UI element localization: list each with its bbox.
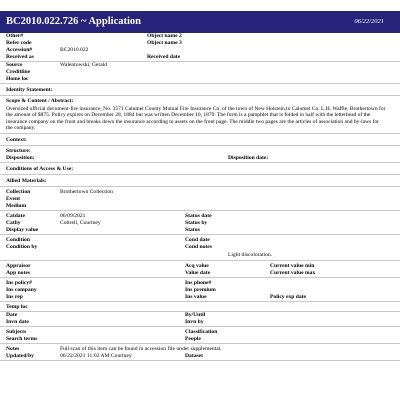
ins-phone-label: Ins phone#	[185, 280, 212, 287]
policy-exp-date-label: Policy exp date	[270, 294, 307, 301]
row-notes	[0, 346, 400, 353]
object-name3-label: Object name 3	[147, 40, 182, 46]
received-as-label: Received as	[6, 54, 34, 60]
catby-label: Catby	[6, 220, 21, 227]
row-subjects	[0, 329, 400, 336]
collection-value: Brothertown Collection	[60, 189, 113, 196]
event-label: Event	[6, 196, 20, 203]
current-value-max-label: Current value max	[270, 270, 316, 277]
catdate-label: Catdate	[6, 213, 25, 220]
row-temp-loc	[0, 304, 400, 312]
subjects-label: Subjects	[6, 329, 27, 336]
record-date: 06/22/2021	[354, 18, 384, 25]
creditline-label: Creditline	[6, 69, 31, 75]
structure-label: Structure:	[6, 148, 31, 155]
catdate-value: 06/09/2021	[60, 213, 86, 220]
source-value: Walentowski, Gerald	[60, 62, 108, 68]
identity-statement: Identity Statement:	[0, 86, 400, 96]
notes-label: Notes	[6, 346, 20, 353]
condition-by-label: Condition by	[6, 244, 38, 251]
row-received	[0, 54, 400, 62]
row-other	[0, 33, 400, 40]
disposition-label: Disposition:	[6, 155, 35, 162]
by-until-label: By/Until	[185, 312, 206, 319]
accession-label: Accession#	[6, 47, 33, 53]
acq-value-label: Acq value	[185, 263, 209, 270]
display-value-label: Display value	[6, 227, 39, 234]
scope-label: Scope & Content / Abstract:	[6, 98, 74, 104]
title-bar	[0, 11, 400, 33]
row-ins-rep	[0, 294, 400, 302]
row-catby	[0, 220, 400, 227]
row-appraisor	[0, 263, 400, 270]
classification-label: Classification	[185, 329, 218, 336]
row-creditline	[0, 69, 400, 76]
accession-value: BC2010.022	[60, 47, 89, 53]
row-date	[0, 312, 400, 319]
medium-label: Medium	[6, 203, 27, 210]
source-label: Source	[6, 62, 23, 68]
ins-rep-label: Ins rep	[6, 294, 23, 301]
row-cond-notes	[0, 251, 400, 261]
status-date-label: Status date	[185, 213, 212, 220]
row-scope-label	[0, 98, 400, 105]
row-condition-by	[0, 244, 400, 251]
row-condition	[0, 237, 400, 244]
cond-date-label: Cond date	[185, 237, 210, 244]
allied-materials-label: Allied Materials:	[0, 177, 400, 187]
row-home-loc	[0, 76, 400, 84]
collection-label: Collection	[6, 189, 31, 196]
scope-text: Oversized official document-fire insurance, No. 3571 Calumet County Mutual Fire Insurance Co. of the town of New Holstein,to Calumet Co. L.H. Waffle, Brothertown for the amount of $875. Policy expires on December 28, 1884 but was written December 10, 1879. The form is a pamphlet that is folded in half with the letterhead of the insurance company on the front and breaks down the insurance according to assets on the front page. The middle two pages are the articles of association and by-laws for the company.	[0, 105, 400, 134]
row-display	[0, 227, 400, 235]
temp-loc-label: Temp loc	[6, 304, 28, 311]
refer-code-label: Refer code	[6, 40, 32, 46]
home-loc-label: Home loc	[6, 76, 29, 82]
updated-by-label: Updated/by	[6, 353, 34, 360]
disposition-date-label: Disposition date:	[228, 155, 269, 162]
current-value-min-label: Current value min	[270, 263, 315, 270]
row-accession	[0, 47, 400, 54]
conditions-access-label: Conditions of Access & Use:	[0, 165, 400, 175]
ins-company-label: Ins company	[6, 287, 37, 294]
row-event	[0, 196, 400, 203]
condition-label: Condition	[6, 237, 30, 244]
row-structure	[0, 148, 400, 155]
row-medium	[0, 203, 400, 211]
cond-notes-value: Light discoloration.	[228, 252, 273, 259]
date-label: Date	[6, 312, 18, 319]
updated-by-value: 06/22/2021 11:02 AM Courtney	[60, 353, 132, 360]
notes-value: Full scan of this item can be found in accession file under supplemental.	[60, 346, 222, 353]
catalog-record	[0, 33, 400, 361]
row-updated	[0, 353, 400, 361]
appraisor-label: Appraisor	[6, 263, 31, 270]
row-disposition	[0, 155, 400, 163]
ins-value-label: Ins value	[185, 294, 207, 301]
value-date-label: Value date	[185, 270, 211, 277]
status-by-label: Status by	[185, 220, 208, 227]
received-date-label: Received date	[147, 54, 181, 60]
object-name2-label: Object name 2	[147, 33, 182, 39]
ins-policy-label: Ins policy#	[6, 280, 32, 287]
row-catdate	[0, 213, 400, 220]
status-label: Status	[185, 227, 200, 234]
record-title: BC2010.022.726 ~ Application	[6, 16, 141, 27]
search-terms-label: Search terms	[6, 336, 38, 343]
ins-premium-label: Ins premium	[185, 287, 216, 294]
cond-notes-label: Cond notes	[185, 244, 212, 251]
invn-by-label: Invn by	[185, 319, 204, 326]
catby-value: Cottrell, Courtney	[60, 220, 101, 227]
row-app-notes	[0, 270, 400, 278]
invn-date-label: Invn date	[6, 319, 29, 326]
dataset-label: Dataset	[185, 353, 204, 360]
row-ins-company	[0, 287, 400, 294]
other-num-label: Other#	[6, 33, 24, 39]
row-invn	[0, 319, 400, 327]
context-label: Context:	[0, 136, 400, 146]
row-search-terms	[0, 336, 400, 344]
row-source	[0, 62, 400, 69]
row-collection	[0, 189, 400, 196]
app-notes-label: App notes	[6, 270, 31, 277]
row-ins-policy	[0, 280, 400, 287]
row-refer	[0, 40, 400, 47]
people-label: People	[185, 336, 201, 343]
